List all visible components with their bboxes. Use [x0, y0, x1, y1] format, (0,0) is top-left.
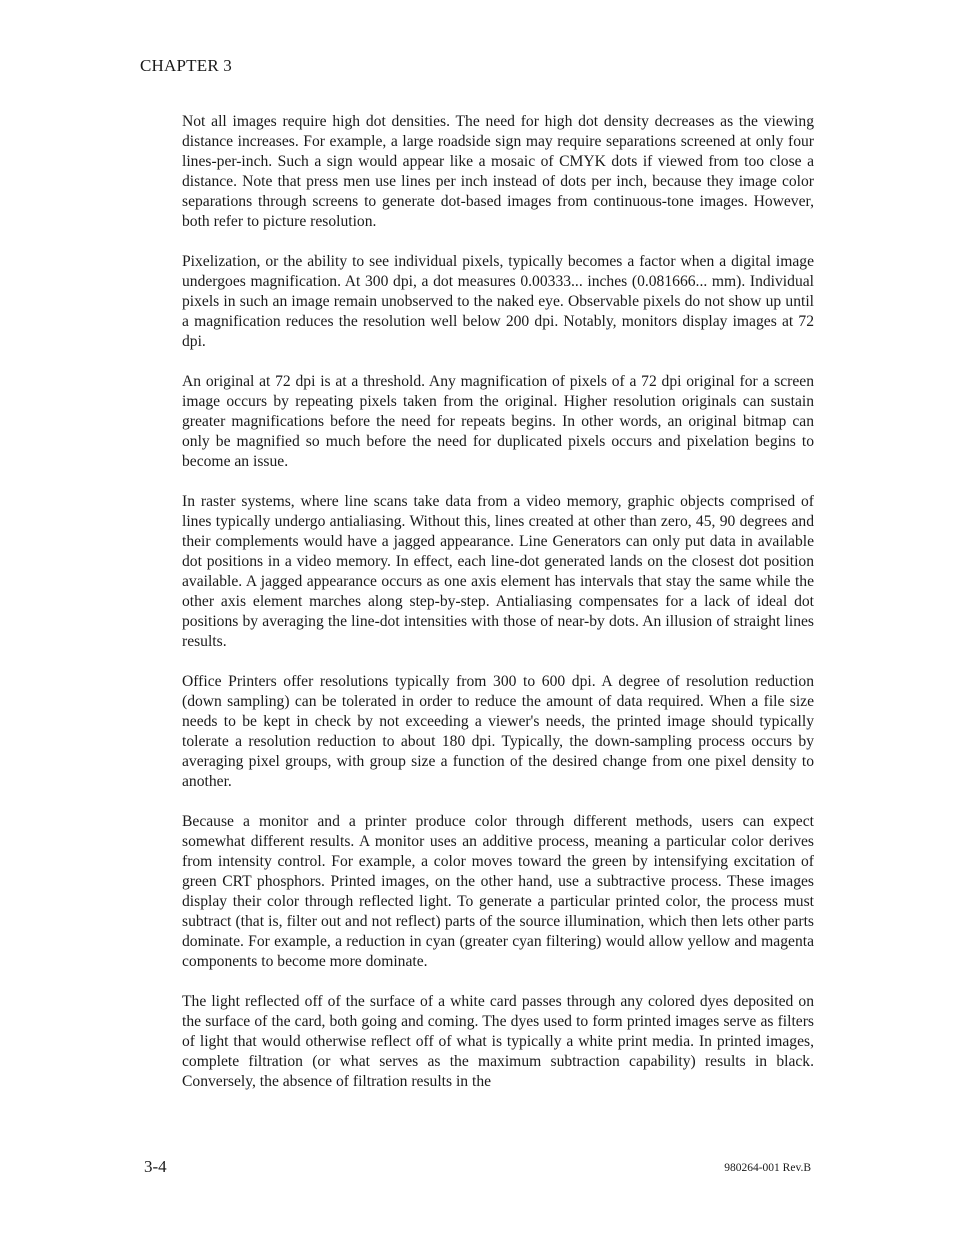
body-text: [182, 112, 814, 1112]
paragraph-72dpi-threshold: An original at 72 dpi is at a threshold. Any magnification of pixels of a 72 dpi original for a screen image occurs by repeating pixels taken from the original. Higher resolution originals can sustain greater magnifications before the need for repeats begins. In other words, an original bitmap can only be magnified so much before the need for duplicated pixels occurs and pixelation begins to become an issue.: [182, 373, 814, 470]
page-number: 3-4: [144, 1157, 167, 1176]
paragraph-office-printers: Office Printers offer resolutions typically from 300 to 600 dpi. A degree of resolution reduction (down sampling) can be tolerated in order to reduce the amount of data required. When a file size needs to be kept in check by not exceeding a viewer's needs, the printed image should typically tolerate a resolution reduction to about 180 dpi. Typically, the down-sampling process occurs by averaging pixel groups, with group size a function of the desired change from one pixel density to another.: [182, 673, 814, 790]
paragraph-dot-density: Not all images require high dot densities. The need for high dot density decreases as the viewing distance increases. For example, a large roadside sign may require separations screened at only four lines-per-inch. Such a sign would appear like a mosaic of CMYK dots if viewed from too close a distance. Note that press men use lines per inch instead of dots per inch, because they image color separations through screens to generate dot-based images from continuous-tone images. However, both refer to picture resolution.: [182, 113, 814, 230]
paragraph-pixelization: Pixelization, or the ability to see individual pixels, typically becomes a factor when a digital image undergoes magnification. At 300 dpi, a dot measures 0.00333... inches (0.081666... mm). Individual pixels in such an image remain unobserved to the naked eye. Observable pixels do not show up until a magnification reduces the resolution well below 200 dpi. Notably, monitors display images at 72 dpi.: [182, 253, 814, 350]
paragraph-antialiasing: In raster systems, where line scans take data from a video memory, graphic objects comprised of lines typically undergo antialiasing. Without this, lines created at other than zero, 45, 90 degrees and their complements would have a jagged appearance. Line Generators can only put data in available dot positions in a video memory. In effect, each line-dot generated lands on the closest dot position available. A jagged appearance occurs as one axis element has intervals that stay the same while the other axis element marches along step-by-step. Antialiasing compensates for a lack of ideal dot positions by averaging the line-dot intensities with those of near-by dots. An illusion of straight lines results.: [182, 493, 814, 650]
paragraph-monitor-vs-printer: Because a monitor and a printer produce color through different methods, users can expect somewhat different results. A monitor uses an additive process, meaning a particular color derives from intensity control. For example, a color moves toward the green by intensifying excitation of green CRT phosphors. Printed images, on the other hand, use a subtractive process. These images display their color through reflected light. To generate a particular printed color, the process must subtract (that is, filter out and not reflect) parts of the source illumination, which then lets other parts dominate. For example, a reduction in cyan (greater cyan filtering) would allow yellow and magenta components to become more dominate.: [182, 813, 814, 970]
paragraph-reflected-light: The light reflected off of the surface of a white card passes through any colored dyes deposited on the surface of the card, both going and coming. The dyes used to form printed images serve as filters of light that would otherwise reflect off of what is typically a white print media. In printed images, complete filtration (or what serves as the maximum subtraction capability) results in black. Conversely, the absence of filtration results in the: [182, 993, 814, 1090]
document-id: 980264-001 Rev.B: [724, 1162, 811, 1174]
chapter-header: CHAPTER 3: [140, 56, 233, 75]
